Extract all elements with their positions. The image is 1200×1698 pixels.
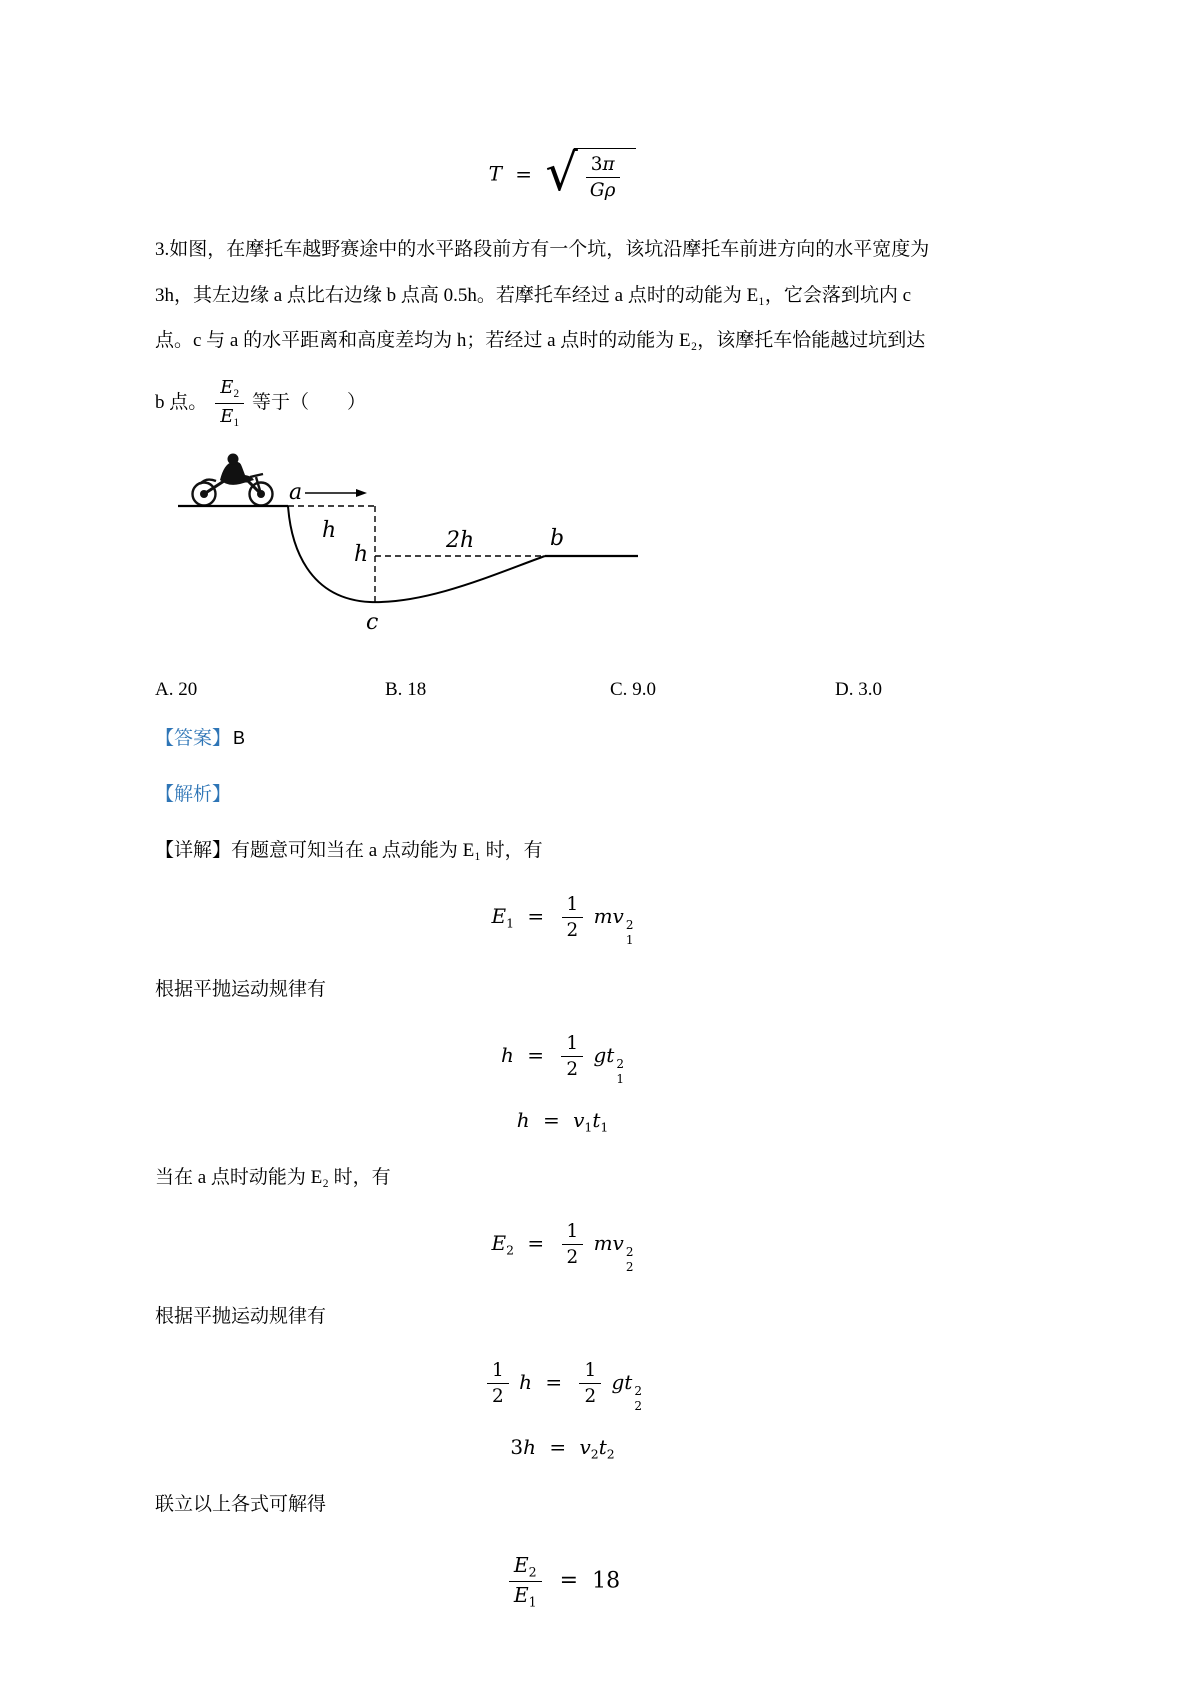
arrowhead bbox=[356, 489, 367, 497]
equals-sign: = bbox=[559, 1568, 579, 1594]
answer-bracket-open: 【 bbox=[155, 728, 175, 750]
var-h: h bbox=[501, 1042, 514, 1067]
subscript-1: 1 bbox=[233, 416, 240, 429]
analysis-bracket-close: 】 bbox=[212, 784, 232, 806]
equals-sign: = bbox=[527, 903, 545, 928]
fraction bbox=[585, 153, 621, 202]
fraction-one-half bbox=[487, 1359, 509, 1408]
option-d bbox=[835, 675, 1050, 705]
rider-head bbox=[228, 454, 239, 465]
formula-horizontal-2 bbox=[155, 1434, 1050, 1462]
detail-paragraph-2: 根据平抛运动规律有 bbox=[155, 979, 327, 1001]
equals-sign: = bbox=[549, 1435, 567, 1460]
formula-e1 bbox=[155, 893, 1050, 949]
subscript-2: 2 bbox=[625, 1260, 634, 1275]
subscript-2: 2 bbox=[606, 1446, 615, 1462]
frac-denominator: 2 bbox=[566, 919, 579, 941]
term-mv: mv bbox=[593, 1230, 624, 1255]
square-root bbox=[545, 143, 636, 203]
label-b: b bbox=[550, 526, 565, 552]
var-E: E bbox=[491, 1230, 507, 1255]
subscript-1: 1 bbox=[616, 1072, 624, 1087]
frac-numerator: 1 bbox=[579, 1359, 601, 1384]
var-pi: π bbox=[602, 154, 615, 175]
var-t: t bbox=[592, 1108, 601, 1133]
formula-e2 bbox=[155, 1220, 1050, 1276]
var-v: v bbox=[573, 1108, 585, 1133]
question-line-4 bbox=[155, 371, 1050, 435]
frac-denominator: 2 bbox=[584, 1385, 597, 1407]
superscript-2: 2 bbox=[625, 1245, 634, 1260]
answer-line bbox=[155, 717, 1050, 761]
sup-sub-stack bbox=[626, 918, 634, 948]
rider-silhouette bbox=[220, 462, 254, 485]
question-line-4-post: 等于（ ） bbox=[252, 391, 367, 413]
frac-numerator: 1 bbox=[561, 1032, 583, 1057]
option-a-label: A. bbox=[155, 679, 174, 701]
label-c: c bbox=[366, 610, 379, 636]
formula-fall-1 bbox=[155, 1032, 1050, 1088]
question-line-1: 3.如图，在摩托车越野赛途中的水平路段前方有一个坑，该坑沿摩托车前进方向的水平宽度为 bbox=[155, 239, 930, 260]
option-d-label: D. bbox=[835, 679, 854, 701]
option-b-label: B. bbox=[385, 679, 403, 701]
detail-paragraph-3: 当在 a 点时动能为 E₂ 时，有 bbox=[155, 1166, 391, 1188]
var-E: E bbox=[491, 903, 507, 928]
sup-sub-stack bbox=[634, 1384, 642, 1414]
option-c bbox=[610, 675, 835, 705]
radical-sign: √ bbox=[545, 143, 578, 203]
frac-numerator bbox=[215, 376, 244, 404]
formula-horizontal-1 bbox=[155, 1107, 1050, 1135]
answer-bracket-close: 】 bbox=[212, 728, 232, 750]
label-h-lower: h bbox=[354, 542, 369, 568]
frac-denominator bbox=[509, 1582, 542, 1610]
subscript-1: 1 bbox=[584, 1119, 593, 1135]
subscript-2: 2 bbox=[528, 1563, 537, 1579]
superscript-2: 2 bbox=[625, 918, 634, 933]
subscript-2: 2 bbox=[634, 1399, 642, 1414]
frac-denominator: 2 bbox=[566, 1058, 579, 1080]
equals-sign: = bbox=[527, 1230, 545, 1255]
equals-sign: = bbox=[527, 1042, 545, 1067]
equals-sign: = bbox=[542, 1108, 560, 1133]
term-gt: gt bbox=[611, 1369, 633, 1394]
option-b bbox=[385, 675, 610, 705]
equals-sign: = bbox=[515, 161, 533, 186]
formula-fall-2 bbox=[155, 1359, 1050, 1415]
var-E: E bbox=[513, 1582, 529, 1607]
term-gt: gt bbox=[593, 1042, 615, 1067]
fraction-one-half bbox=[579, 1359, 601, 1408]
var-t: t bbox=[598, 1435, 607, 1460]
var-h: h bbox=[523, 1435, 536, 1460]
subscript-2: 2 bbox=[506, 1241, 515, 1257]
frac-numerator bbox=[509, 1553, 542, 1582]
superscript-2: 2 bbox=[616, 1057, 624, 1072]
frac-denominator: Gρ bbox=[589, 180, 616, 201]
detail-paragraph-1: 【详解】有题意可知当在 a 点动能为 E₁ 时，有 bbox=[155, 839, 543, 861]
frac-denominator: 2 bbox=[492, 1385, 504, 1407]
fraction-one-half bbox=[562, 1220, 584, 1269]
fraction-one-half bbox=[561, 1032, 583, 1081]
handlebar bbox=[250, 474, 263, 477]
sup-sub-stack bbox=[626, 1245, 634, 1275]
var-E: E bbox=[513, 1552, 529, 1577]
label-2h: 2h bbox=[446, 528, 475, 554]
var-h: h bbox=[519, 1369, 532, 1394]
frac-numerator bbox=[586, 153, 620, 178]
energy-ratio-fraction bbox=[509, 1553, 542, 1610]
var-E2: E bbox=[220, 376, 234, 398]
subscript-1: 1 bbox=[625, 933, 634, 948]
analysis-bracket-open: 【 bbox=[155, 784, 175, 806]
option-c-value: 9.0 bbox=[632, 679, 656, 701]
equals-sign: = bbox=[545, 1369, 563, 1394]
frac-numerator: 1 bbox=[562, 893, 584, 918]
question-line-2: 3h，其左边缘 a 点比右边缘 b 点高 0.5h。若摩托车经过 a 点时的动能为 E₁，它会落到坑内 c bbox=[155, 284, 912, 306]
answer-label: 答案 bbox=[174, 728, 213, 750]
energy-ratio-fraction bbox=[215, 376, 244, 431]
var-h: h bbox=[516, 1108, 530, 1133]
sup-sub-stack bbox=[616, 1057, 624, 1087]
result-value: 18 bbox=[592, 1568, 621, 1594]
frac-denominator bbox=[215, 404, 244, 431]
velocity-arrow bbox=[305, 489, 367, 497]
fraction-one-half bbox=[562, 893, 584, 942]
formula-ratio-result bbox=[155, 1553, 1050, 1610]
coefficient-3: 3 bbox=[510, 1435, 524, 1460]
coefficient-3: 3 bbox=[590, 154, 603, 175]
question-figure bbox=[170, 451, 1050, 653]
answer-value: B bbox=[233, 728, 246, 749]
subscript-1: 1 bbox=[600, 1119, 609, 1135]
radicand bbox=[574, 148, 637, 202]
analysis-line bbox=[155, 773, 1050, 817]
superscript-2: 2 bbox=[634, 1384, 642, 1399]
var-v: v bbox=[579, 1435, 591, 1460]
subscript-1: 1 bbox=[528, 1594, 537, 1609]
var-E1: E bbox=[220, 405, 234, 427]
question-line-3: 点。c 与 a 的水平距离和高度差均为 h；若经过 a 点时的动能为 E₂，该摩托车恰能越过坑到达 bbox=[155, 330, 926, 352]
question-3 bbox=[155, 228, 1050, 435]
label-a: a bbox=[289, 480, 303, 506]
term-mv: mv bbox=[593, 903, 624, 928]
detail-paragraph-4: 根据平抛运动规律有 bbox=[155, 1306, 327, 1328]
pit-diagram bbox=[170, 451, 650, 647]
analysis-label: 解析 bbox=[174, 784, 213, 806]
option-a bbox=[155, 675, 385, 705]
frac-denominator: 2 bbox=[566, 1246, 579, 1268]
frac-numerator: 1 bbox=[487, 1359, 509, 1384]
subscript-2: 2 bbox=[590, 1446, 599, 1462]
var-T: T bbox=[488, 161, 502, 186]
formula-period bbox=[155, 143, 1050, 203]
option-d-value: 3.0 bbox=[858, 679, 882, 701]
motorcycle bbox=[193, 454, 273, 506]
frac-numerator: 1 bbox=[562, 1220, 584, 1245]
label-h-upper: h bbox=[322, 518, 337, 544]
question-line-4-pre: b 点。 bbox=[155, 391, 208, 413]
option-c-label: C. bbox=[610, 679, 628, 701]
options-row bbox=[155, 675, 1050, 705]
option-b-value: 18 bbox=[407, 679, 427, 701]
subscript-2: 2 bbox=[233, 387, 240, 400]
option-a-value: 20 bbox=[178, 679, 198, 701]
detail-paragraph-5: 联立以上各式可解得 bbox=[155, 1493, 327, 1515]
subscript-1: 1 bbox=[506, 914, 515, 930]
